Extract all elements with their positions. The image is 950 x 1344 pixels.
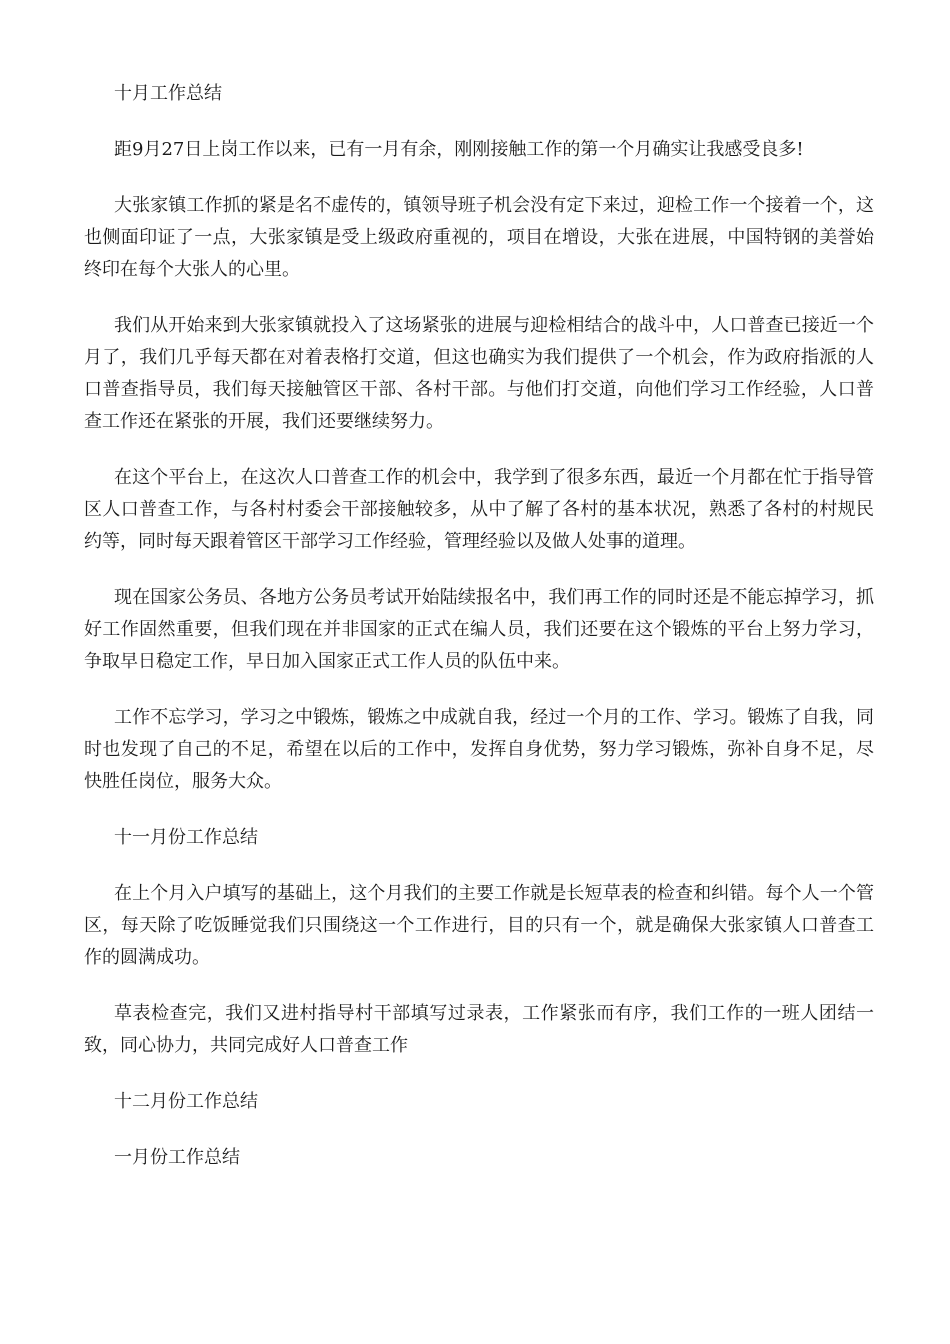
section-heading-december: 十二月份工作总结 [114,1091,258,1112]
paragraph-census-start: 我们从开始来到大张家镇就投入了这场紧张的进展与迎检相结合的战斗中，人口普查已接近一个月了，我们几乎每天都在对着表格打交道，但这也确实为我们提供了一个机会，作为政府指派的人口普查指导员，我们每天接触管区干部、各村干部。与他们打交道，向他们学习工作经验，人口普查工作还在紧张的开展，我们还要继续努力。 [84,315,874,432]
document-body [84,78,874,1198]
section-heading-january: 一月份工作总结 [114,1147,240,1168]
section-heading-november: 十一月份工作总结 [114,827,258,848]
paragraph-village-guidance: 草表检查完，我们又进村指导村干部填写过录表，工作紧张而有序，我们工作的一班人团结一致，同心协力，共同完成好人口普查工作 [84,1003,874,1056]
paragraph-form-checking: 在上个月入户填写的基础上，这个月我们的主要工作就是长短草表的检查和纠错。每个人一个管区，每天除了吃饭睡觉我们只围绕这一个工作进行，目的只有一个，就是确保大张家镇人口普查工作的圆满成功。 [84,883,874,968]
paragraph-intro: 距9月27日上岗工作以来，已有一月有余，刚刚接触工作的第一个月确实让我感受良多! [114,139,804,160]
paragraph-learning: 在这个平台上，在这次人口普查工作的机会中，我学到了很多东西，最近一个月都在忙于指导管区人口普查工作，与各村村委会干部接触较多，从中了解了各村的基本状况，熟悉了各村的村规民约等，同时每天跟着管区干部学习工作经验，管理经验以及做人处事的道理。 [84,467,874,552]
paragraph-civil-service-exam: 现在国家公务员、各地方公务员考试开始陆续报名中，我们再工作的同时还是不能忘掉学习，抓好工作固然重要，但我们现在并非国家的正式在编人员，我们还要在这个锻炼的平台上努力学习，争取早日稳定工作，早日加入国家正式工作人员的队伍中来。 [84,587,874,672]
paragraph-self-improvement: 工作不忘学习，学习之中锻炼，锻炼之中成就自我，经过一个月的工作、学习。锻炼了自我，同时也发现了自己的不足，希望在以后的工作中，发挥自身优势，努力学习锻炼，弥补自身不足，尽快胜任岗位，服务大众。 [84,707,874,792]
paragraph-town-work: 大张家镇工作抓的紧是名不虚传的，镇领导班子机会没有定下来过，迎检工作一个接着一个，这也侧面印证了一点，大张家镇是受上级政府重视的，项目在增设，大张在进展，中国特钢的美誉始终印在每个大张人的心里。 [84,195,874,280]
section-heading-october: 十月工作总结 [114,83,222,104]
